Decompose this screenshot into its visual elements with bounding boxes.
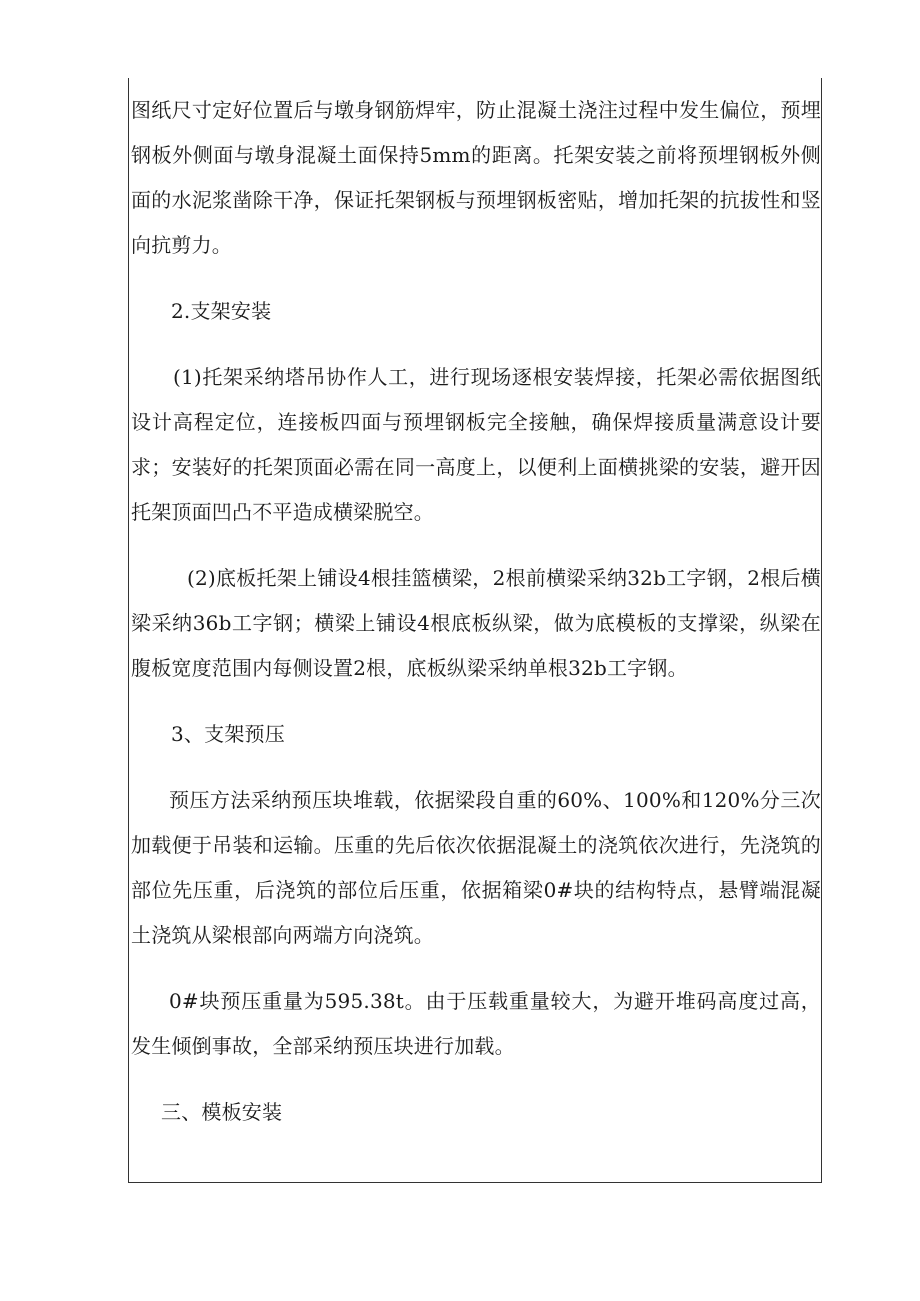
heading-bracket-preloading: 3、支架预压 [171, 722, 285, 746]
heading-bracket-installation: 2.支架安装 [171, 299, 272, 323]
paragraph-embedded-plate: 图纸尺寸定好位置后与墩身钢筋焊牢，防止混凝土浇注过程中发生偏位，预埋钢板外侧面与墩身混凝土面保持5mm的距离。托架安装之前将预埋钢板外侧面的水泥浆凿除干净，保证托架钢板与预埋钢板密贴，增加托架的抗拔性和竖向抗剪力。 [131, 98, 821, 257]
paragraph-bracket-step-2: (2)底板托架上铺设4根挂篮横梁，2根前横梁采纳32b工字钢，2根后横梁采纳36b工字钢；横梁上铺设4根底板纵梁，做为底模板的支撑梁，纵梁在腹板宽度范围内每侧设置2根，底板纵梁采纳单根32b工字钢。 [131, 566, 821, 680]
paragraph-bracket-step-1: (1)托架采纳塔吊协作人工，进行现场逐根安装焊接，托架必需依据图纸设计高程定位，连接板四面与预埋钢板完全接触，确保焊接质量满意设计要求；安装好的托架顶面必需在同一高度上，以便利上面横挑梁的安装，避开因托架顶面凹凸不平造成横梁脱空。 [131, 365, 821, 524]
heading-formwork-installation: 三、模板安装 [161, 1100, 283, 1124]
paragraph-preload-method: 预压方法采纳预压块堆载，依据梁段自重的60%、100%和120%分三次加载便于吊装和运输。压重的先后依次依据混凝土的浇筑依次进行，先浇筑的部位先压重，后浇筑的部位后压重，依据箱梁0#块的结构特点，悬臂端混凝土浇筑从梁根部向两端方向浇筑。 [131, 788, 821, 947]
document-body [131, 88, 821, 1135]
paragraph-preload-weight: 0#块预压重量为595.38t。由于压载重量较大，为避开堆码高度过高，发生倾倒事故，全部采纳预压块进行加载。 [131, 989, 821, 1058]
